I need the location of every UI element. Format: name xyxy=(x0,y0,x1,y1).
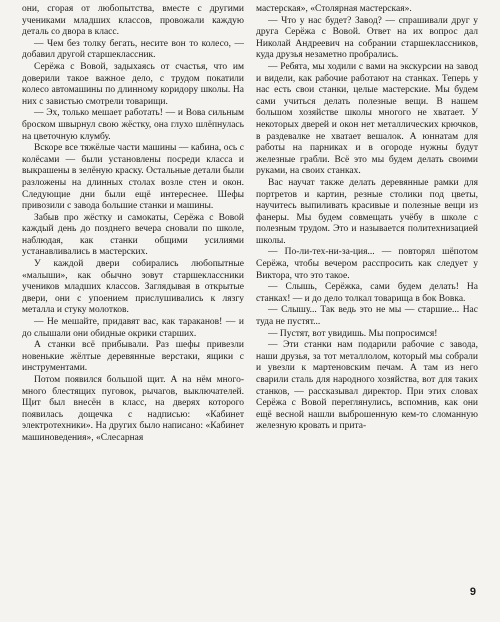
paragraph: — Ребята, мы ходили с вами на экскурсии на завод и видели, как рабочие работают на станках. Теперь у нас есть свои станки, целые мастерские. Мы будем сами учиться делать полезные вещи. В нашем большом хозяйстве школы многого не хватает. У некоторых дверей и окон нет металлических крючков, в раздевалке не хватает вешалок. А юннатам для работы на парниках и в огороде нужны будут железные грабли. Всё это мы будем делать своими руками, на своих станках. xyxy=(256,61,478,177)
right-column xyxy=(256,4,478,445)
text-columns xyxy=(22,4,478,445)
paragraph: — Эти станки нам подарили рабочие с завода, наши друзья, за тот металлолом, который мы собрали и увезли к мартеновским печам. А там из него сварили сталь для народного хозяйства, вот для таких станков, — рассказывал директор. При этих словах Серёжа с Вовой переглянулись, вспомнив, как они ещё весной нашли выброшенную кем-то сломанную железную кровать и прита- xyxy=(256,340,478,432)
paragraph: Потом появился большой щит. А на нём много-много блестящих пуговок, рычагов, выключателей. Щит был внесён в класс, на дверях которого появилась дощечка с надписью: «Кабинет электротехники». На других было написано: «Кабинет машиноведения», «Слесарная xyxy=(22,375,244,443)
paragraph: У каждой двери собирались любопытные «малыши», как обычно зовут старшеклассники учеников младших классов. Заглядывая в открытые двери, они с упоением прислушивались к лязгу металла и стуку молотков. xyxy=(22,259,244,316)
paragraph: Вскоре все тяжёлые части машины — кабина, ось с колёсами — были установлены посреди класса и выкрашены в зелёную краску. Остальные детали были разложены на длинных столах возле стен и окон. Следующие дни были ещё интереснее. Шефы привозили с завода большие станки и машины. xyxy=(22,143,244,212)
paragraph: они, сгорая от любопытства, вместе с другими учениками младших классов, провожали каждую деталь со двора в класс. xyxy=(22,4,244,38)
paragraph: Вас научат также делать деревянные рамки для портретов и картин, резные столики под цветы, научитесь выпиливать красивые и полезные вещи из фанеры. Мы будем совмещать учёбу в школе с полезным трудом. Это и называется политехнизацией школы. xyxy=(256,177,478,246)
paragraph: Забыв про жёстку и самокаты, Серёжа с Вовой каждый день до позднего вечера сновали по школе, наблюдая, как станки общими усилиями устанавливались в мастерских. xyxy=(22,212,244,258)
paragraph: Серёжа с Вовой, задыхаясь от счастья, что им доверили такое важное дело, с трудом покатили колесо автомашины по длинному коридору школы. На них с завистью смотрели товарищи. xyxy=(22,61,244,107)
paragraph: — Пустят, вот увидишь. Мы попросимся! xyxy=(268,328,438,339)
page-number: 9 xyxy=(469,586,476,598)
paragraph: — Чем без толку бегать, несите вон то колесо, — добавил другой старшеклассник. xyxy=(22,38,244,61)
paragraph: — Не мешайте, придавят вас, как тараканов! — и до слышали они обидные окрики старших. xyxy=(22,317,244,339)
paragraph: — Слышу... Так ведь это не мы — старшие... Нас туда не пустят... xyxy=(256,305,478,328)
paragraph: — По-ли-тех-ни-за-ция... — повторял шёпотом Серёжа, чтобы вечером расспросить как следует у Виктора, что это такое. xyxy=(256,247,478,281)
paragraph: мастерская», «Столярная мастерская». xyxy=(256,4,412,14)
paragraph: — Эх, только мешает работать! — и Вова сильным броском швырнул свою жёстку, она глухо шлёпнулась на цветочную клумбу. xyxy=(22,108,244,142)
paragraph: А станки всё прибывали. Раз шефы привезли новенькие жёлтые деревянные верстаки, ящики с инструментами. xyxy=(22,340,244,374)
paragraph: — Что у нас будет? Завод? — спрашивали друг у друга Серёжа с Вовой. Ответ на их вопрос дал Николай Андреевич на собрании старшеклассников, куда друзья незаметно пробрались. xyxy=(256,15,478,61)
left-column xyxy=(22,4,244,445)
paragraph: — Слышь, Серёжка, сами будем делать! На станках! — и до дело толкал товарища в бок Вовка. xyxy=(256,282,478,304)
